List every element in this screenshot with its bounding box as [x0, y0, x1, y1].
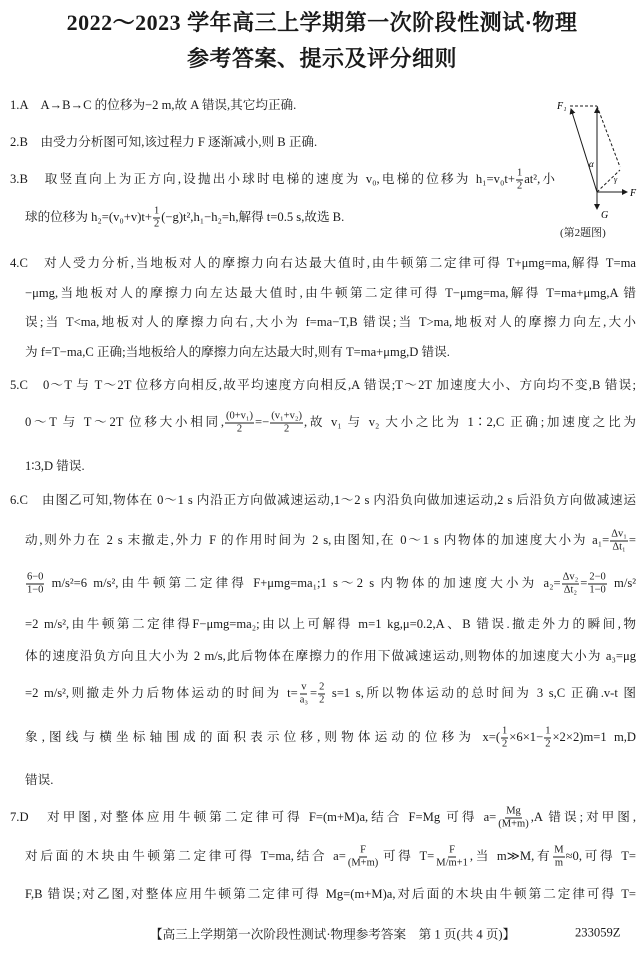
text-segment: 2.B 由受力分析图可知,该过程力 F 逐渐减小,则 B 正确. [10, 135, 318, 149]
text-segment: 动,则外力在 2 s 末撤走,外力 F 的作用时间为 2 s,由图知,在 0～1 s 内物体的加速度大小为 a₁= [25, 532, 610, 547]
text-line [10, 97, 296, 113]
text-segment: 错误. [25, 773, 54, 787]
text-segment: 可得 T= [380, 848, 435, 863]
numerator: 1 [516, 167, 523, 179]
denominator: 1−0 [589, 584, 606, 596]
text-segment: = [580, 575, 588, 590]
text-line [25, 648, 636, 664]
fraction [610, 529, 628, 554]
numerator: 2 [319, 681, 325, 693]
denominator: (M+m) [347, 857, 379, 869]
denominator: Δt₁ [612, 541, 626, 553]
text-segment: 球的位移为 h₂=(v₀+v)t+ [25, 209, 152, 224]
footer-code: 233059Z [575, 925, 621, 940]
fraction [497, 806, 529, 831]
fraction [299, 682, 309, 707]
text-line [25, 616, 636, 632]
fraction [588, 572, 606, 597]
text-line [10, 134, 317, 150]
document-title: 2022～2023 学年高三上学期第一次阶段性测试·物理 [66, 10, 578, 35]
fraction [435, 845, 469, 870]
force-diagram [552, 92, 640, 227]
numerator: (0+v₁) [225, 410, 254, 422]
text-line [25, 411, 636, 436]
text-segment: 3.B 取竖直向上为正方向,设抛出小球时电梯的速度为 v₀,电梯的位移为 h₁=v₀t+ [10, 171, 515, 186]
document-subtitle: 参考答案、提示及评分细则 [186, 46, 457, 71]
text-segment: 对后面的木块由牛顿第二定律可得 T=ma,结合 a= [25, 848, 346, 863]
text-segment: −μmg,当地板对人的摩擦力向左达最大值时,由牛顿第二定律可得 T−μmg=ma,解得 T=ma+μmg,A 错 [25, 286, 636, 300]
text-line [10, 168, 555, 193]
numerator: F [449, 844, 455, 856]
numerator: F [360, 844, 366, 856]
text-segment: 7.D 对甲图,对整体应用牛顿第二定律可得 F=(m+M)a,结合 F=Mg 可得 a= [10, 809, 497, 824]
label-f1: F₁ [557, 101, 567, 112]
text-line [25, 529, 636, 554]
text-segment: 为 f=T−ma,C 正确;当地板给人的摩擦力向左达最大时,则有 T=ma+μmg,D 错误. [25, 345, 450, 359]
denominator: m [554, 857, 564, 869]
figure-caption: (第2题图) [560, 227, 606, 239]
text-segment: 1∶3,D 错误. [25, 459, 85, 473]
text-segment: 6.C 由图乙可知,物体在 0～1 s 内沿正方向做减速运动,1～2 s 内沿负向做加速运动,2 s 后沿负方向做减速运 [10, 493, 636, 507]
numerator: 6−0 [27, 571, 44, 583]
denominator: 2 [236, 423, 243, 435]
text-segment: m/s² [607, 575, 636, 590]
label-gamma: γ [614, 175, 618, 184]
fraction [544, 726, 551, 751]
text-line [25, 458, 85, 474]
text-segment: ,故 v₁ 与 v₂ 大小之比为 1∶2,C 正确;加速度之比为 [304, 414, 636, 429]
numerator: 1 [153, 205, 160, 217]
denominator: 2 [545, 738, 551, 750]
denominator: a₃ [299, 694, 309, 706]
footer-text: 【高三上学期第一次阶段性测试·物理参考答案 第 1 页(共 4 页)】 [150, 927, 516, 942]
text-segment: 4.C 对人受力分析,当地板对人的摩擦力向右达最大值时,由牛顿第二定律可得 T+μmg=ma,解得 T=ma [10, 256, 636, 270]
text-segment: F,B 错误;对乙图,对整体应用牛顿第二定律可得 Mg=(m+M)a,对后面的木块由牛顿第二定律可得 T= [25, 887, 636, 901]
text-segment: ≈0,可得 T= [565, 848, 636, 863]
dashed-line [597, 106, 620, 167]
text-segment: s=1 s,所以物体运动的总时间为 3 s,C 正确.v-t 图 [326, 685, 636, 700]
numerator: v [301, 681, 307, 693]
numerator: 1 [502, 725, 508, 737]
fraction [270, 411, 303, 436]
text-line [10, 255, 636, 271]
fraction [318, 682, 325, 707]
label-g: G [601, 210, 609, 221]
text-line [25, 206, 344, 231]
fraction [562, 572, 580, 597]
text-line [25, 285, 636, 301]
denominator: (M+m) [498, 818, 529, 830]
text-line [25, 845, 636, 870]
denominator: 2 [319, 694, 325, 706]
text-segment: 体的速度沿负方向且大小为 2 m/s,此后物体在摩擦力的作用下做减速运动,则物体的加速度大小为 a₃=μg [25, 649, 636, 663]
text-line [25, 886, 636, 902]
text-line [25, 682, 636, 707]
f1-arrow [571, 109, 597, 192]
denominator: 2 [284, 423, 290, 435]
text-segment: =2 m/s²,则撤走外力后物体运动的时间为 t= [25, 685, 298, 700]
text-segment: =− [255, 414, 270, 429]
numerator: 1 [545, 725, 551, 737]
text-line [10, 806, 636, 831]
text-segment: 0～T 与 T～2T 位移大小相同, [25, 414, 224, 429]
label-alpha: α [589, 159, 594, 169]
fraction [26, 572, 44, 597]
numerator: (v₁+v₂) [271, 410, 303, 422]
numerator: Δv₂ [562, 571, 579, 583]
denominator: 2 [153, 218, 160, 230]
fraction [553, 845, 564, 870]
text-segment: m/s²=6 m/s²,由牛顿第二定律得 F+μmg=ma₁;1 s～2 s 内物体的加速度大小为 a₂= [45, 575, 561, 590]
text-line [10, 492, 636, 508]
denominator: 2 [516, 180, 523, 192]
text-segment: 5.C 0～T 与 T～2T 位移方向相反,故平均速度方向相反,A 错误;T～2T 加速度大小、方向均不变,B 错误; [10, 378, 636, 392]
numerator: M [554, 844, 564, 856]
denominator: 2 [502, 738, 508, 750]
text-segment: = [628, 532, 636, 547]
text-segment: 误;当 T<ma,地板对人的摩擦力向右,大小为 f=ma−T,B 错误;当 T>ma,地板对人的摩擦力向左,大小 [25, 315, 636, 329]
text-segment: ×2×2)m=1 m,D [552, 729, 636, 744]
text-segment: ×6×1− [509, 729, 544, 744]
denominator: Δt₂ [563, 584, 578, 596]
fraction [516, 168, 523, 193]
text-segment: ,当 m≫M,有 [469, 848, 553, 863]
numerator: Δv₁ [611, 528, 627, 540]
text-segment: = [310, 685, 318, 700]
text-segment: at²,小 [524, 171, 555, 186]
fraction [225, 411, 254, 436]
fraction [347, 845, 379, 870]
text-segment: (−g)t²,h₁−h₂=h,解得 t=0.5 s,故选 B. [161, 209, 345, 224]
text-line [25, 344, 450, 360]
text-segment: 1.A A→B→C 的位移为−2 m,故 A 错误,其它均正确. [10, 98, 297, 112]
text-segment: ,A 错误;对甲图, [530, 809, 636, 824]
numerator: Mg [506, 805, 521, 817]
numerator: 2−0 [589, 571, 606, 583]
text-segment: =2 m/s²,由牛顿第二定律得F−μmg=ma₂;由以上可解得 m=1 kg,μ=0.2,A、B 错误.撤走外力的瞬间,物 [25, 617, 636, 631]
text-segment: 象,图线与横坐标轴围成的面积表示位移,则物体运动的位移为 x=( [25, 729, 501, 744]
text-line [25, 572, 636, 597]
label-f: F [630, 188, 637, 199]
text-line [25, 772, 53, 788]
text-line [25, 314, 636, 330]
fraction [501, 726, 508, 751]
fraction [153, 206, 160, 231]
text-line [25, 726, 636, 751]
denominator: 1−0 [27, 584, 44, 596]
text-line [10, 377, 636, 393]
denominator: M/m+1 [436, 857, 468, 869]
